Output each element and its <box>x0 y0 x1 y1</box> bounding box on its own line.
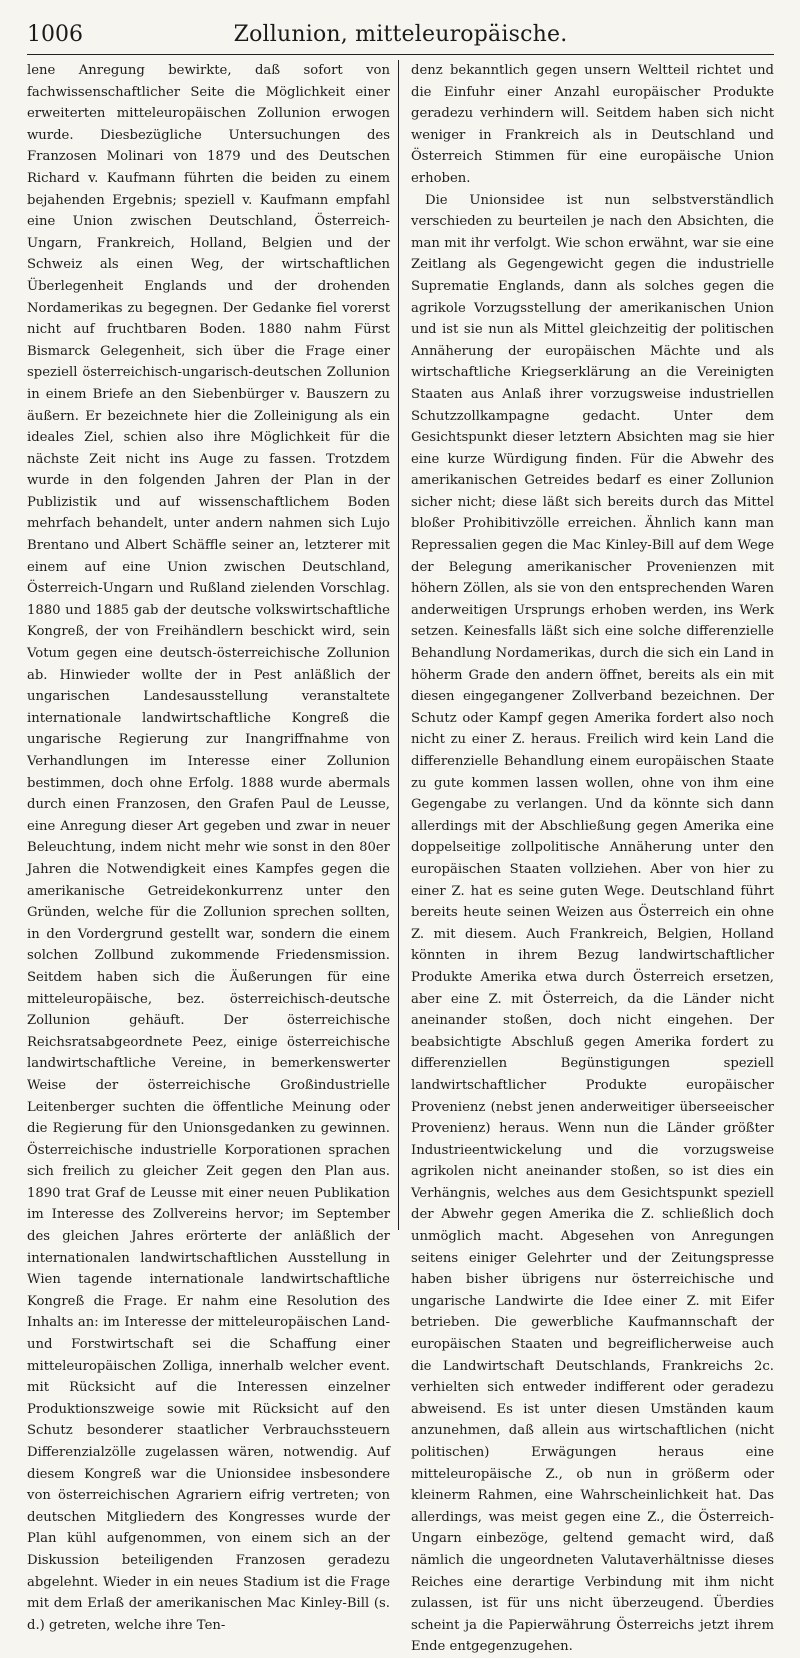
paragraph: lene Anregung bewirkte, daß sofort von fachwissenschaftlicher Seite die Möglichkeit einer erweiterten mitteleuropäischen Zollunion erwogen wurde. Diesbezügliche Untersuchungen des Franzosen Molinari von 1879 und des Deutschen Richard v. Kaufmann führten die beiden zu einem bejahenden Ergebnis; speziell v. Kaufmann empfahl eine Union zwischen Deutschland, Österreich-Ungarn, Frankreich, Holland, Belgien und der Schweiz als einen Weg, der wirtschaftlichen Überlegenheit Englands und der drohenden Nordamerikas zu begegnen. Der Gedanke fiel vorerst nicht auf fruchtbaren Boden. 1880 nahm Fürst Bismarck Gelegenheit, sich über die Frage einer speziell österreichisch-ungarisch-deutschen Zollunion in einem Briefe an den Siebenbürger v. Bauszern zu äußern. Er bezeichnete hier die Zolleinigung als ein ideales Ziel, schien also ihre Möglichkeit für die nächste Zeit nicht ins Auge zu fassen. Trotzdem wurde in den folgenden Jahren der Plan in der Publizistik und auf wissenschaftlichem Boden mehrfach behandelt, unter andern nahmen sich Lujo Brentano und Albert Schäffle seiner an, letzterer mit einem auf eine Union zwischen Deutschland, Österreich-Ungarn und Rußland zielenden Vorschlag. 1880 und 1885 gab der deutsche volkswirtschaftliche Kongreß, der von Freihändlern beschickt wird, sein Votum gegen eine deutsch-österreichische Zollunion ab. Hinwieder wollte der in Pest anläßlich der ungarischen Landesausstellung veranstaltete internationale landwirtschaftliche Kongreß die ungarische Regierung zur Inangriffnahme von Verhandlungen im Interesse einer Zollunion bestimmen, doch ohne Erfolg. 1888 wurde abermals durch einen Franzosen, den Grafen Paul de Leusse, eine Anregung dieser Art gegeben und zwar in neuer Beleuchtung, indem nicht mehr wie sonst in den 80er Jahren die Notwendigkeit eines Kampfes gegen die amerikanische Getreidekonkurrenz unter den Gründen, welche für die Zollunion sprechen sollten, in den Vordergrund gestellt war, sondern die einem solchen Zollbund zukommende Friedensmission. Seitdem haben sich die Äußerungen für eine mitteleuropäische, bez. österreichisch-deutsche Zollunion gehäuft. Der österreichische Reichsratsabgeordnete Peez, einige österreichische landwirtschaftliche Vereine, in bemerkenswerter Weise der österreichische Großindustrielle Leitenberger suchten die öffentliche Meinung oder die Regierung für den Unionsgedanken zu gewinnen. Österreichische industrielle Korporationen sprachen sich freilich zu gleicher Zeit gegen den Plan aus. 1890 trat Graf de Leusse mit einer neuen Publikation im Interesse des Zollvereins hervor; im September des gleichen Jahres erörterte der anläßlich der internationalen landwirtschaftlichen Ausstellung in Wien tagende internationale landwirtschaftliche Kongreß die Frage. Er nahm eine Resolution des Inhalts an: im Interesse der mitteleuropäischen Land- und Forstwirtschaft sei die Schaffung einer mitteleuropäischen Zolliga, innerhalb welcher event. mit Rücksicht auf die Interessen einzelner Produktionszweige sowie mit Rücksicht auf den Schutz besonderer staatlicher Verbrauchssteuern Differenzialzölle zugelassen wären, notwendig. Auf diesem Kongreß war die Unionsidee insbesondere von österreichischen Agrariern eifrig vertreten; von deutschen Mitgliedern des Kongresses wurde der Plan kühl aufgenommen, von einem sich an der Diskussion beteiligenden Franzosen geradezu abgelehnt. Wieder in ein neues Stadium ist die Frage mit dem Erlaß der amerikanischen Mac Kinley-Bill (s. d.) getreten, welche ihre Ten- <box>27 63 390 1633</box>
text-columns <box>27 60 774 1658</box>
paragraph: denz bekanntlich gegen unsern Weltteil richtet und die Einfuhr einer Anzahl europäischer Produkte geradezu verhindern will. Seitdem haben sich nicht weniger in Frankreich als in Deutschland und Österreich Stimmen für eine europäische Union erhoben. <box>411 63 774 186</box>
column-divider <box>398 60 399 1230</box>
page-number: 1006 <box>27 22 83 47</box>
paragraph: Die Unionsidee ist nun selbstverständlich verschieden zu beurteilen je nach den Absichten, die man mit ihr verfolgt. Wie schon erwähnt, war sie eine Zeitlang als Gegengewicht gegen die industrielle Suprematie Englands, dann als solches gegen die agrikole Vorzugsstellung der amerikanischen Union und ist sie nun als Mittel gleichzeitig der politischen Annäherung der europäischen Mächte und als wirtschaftliche Kriegserklärung an die Vereinigten Staaten aus Anlaß ihrer vorzugsweise industriellen Schutzzollkampagne gedacht. Unter dem Gesichtspunkt dieser letztern Absichten mag sie hier eine kurze Würdigung finden. Für die Abwehr des amerikanischen Getreides bedarf es einer Zollunion sicher nicht; diese läßt sich bereits durch das Mittel bloßer Prohibitivzölle erreichen. Ähnlich kann man Repressalien gegen die Mac Kinley-Bill auf dem Wege der Belegung amerikanischer Provenienzen mit höhern Zöllen, als sie von den entsprechenden Waren anderweitigen Ursprungs erhoben werden, ins Werk setzen. Keinesfalls läßt sich eine solche differenzielle Behandlung Nordamerikas, durch die sich ein Land in höherm Grade den andern öffnet, bereits als ein mit diesen eingegangener Zollverband bezeichnen. Der Schutz oder Kampf gegen Amerika fordert also noch nicht zu einer Z. heraus. Freilich wird kein Land die differenzielle Behandlung einem europäischen Staate zu gute kommen lassen wollen, ohne von ihm eine Gegengabe zu verlangen. Und da könnte sich dann allerdings mit der Abschließung gegen Amerika eine doppelseitige zollpolitische Annäherung unter den europäischen Staaten vollziehen. Aber von hier zu einer Z. hat es seine guten Wege. Deutschland führt bereits heute seinen Weizen aus Österreich ein ohne Z. mit diesem. Auch Frankreich, Belgien, Holland könnten in ihrem Bezug landwirtschaftlicher Produkte Amerika etwa durch Österreich ersetzen, aber eine Z. mit Österreich, da die Länder nicht aneinander stoßen, doch nicht eingehen. Der beabsichtigte Abschluß gegen Amerika fordert zu differenziellen Begünstigungen speziell landwirtschaftlicher Produkte europäischer Provenienz (nebst jenen anderweitiger überseeischer Provenienz) heraus. Wenn nun die Länder größter Industrieentwickelung und die vorzugsweise agrikolen nicht aneinander stoßen, so ist dies ein Verhängnis, welches aus dem Gesichtspunkt speziell der Abwehr gegen Amerika die Z. schließlich doch unmöglich macht. Abgesehen von Anregungen seitens einiger Gelehrter und der Zeitungspresse haben bisher übrigens nur österreichische und ungarische Landwirte die Idee einer Z. mit Eifer betrieben. Die gewerbliche Kaufmannschaft der europäischen Staaten und begreiflicherweise auch die Landwirtschaft Deutschlands, Frankreichs 2c. verhielten sich entweder indifferent oder geradezu abweisend. Es ist unter diesen Umständen kaum anzunehmen, daß allein aus wirtschaftlichen (nicht politischen) Erwägungen heraus eine mitteleuropäische Z., ob nun in größerm oder kleinerm Rahmen, eine Wahrscheinlichkeit hat. Das allerdings, was meist gegen eine Z., die Österreich-Ungarn einbezöge, geltend gemacht wird, daß nämlich die ungeordneten Valutaverhältnisse dieses Reiches eine derartige Verbindung mit ihm nicht zulassen, ist für uns nicht überzeugend. Überdies scheint ja die Papierwährung Österreichs jetzt ihrem Ende entgegenzugehen. <box>411 192 774 1655</box>
right-column <box>411 60 774 1658</box>
header-rule <box>27 54 774 55</box>
running-title: Zollunion, mitteleuropäische. <box>233 22 568 47</box>
left-column <box>27 60 390 1658</box>
page-header <box>27 14 774 54</box>
